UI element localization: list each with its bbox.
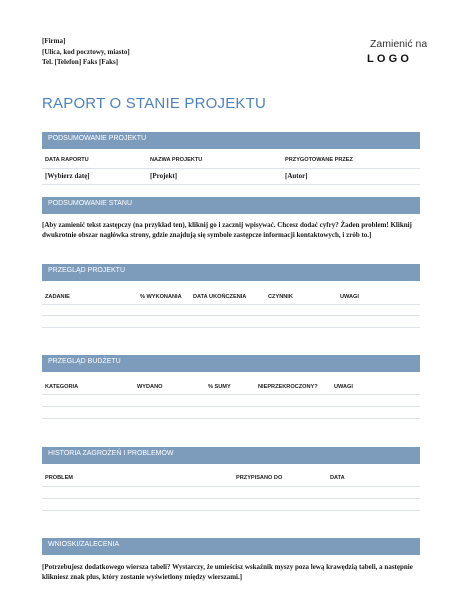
conclusions-text[interactable]: [Potrzebujesz dodatkowego wiersza tabeli? Wystarczy, że umieścisz wskaźnik myszy poza lewą krawędzią tabeli, a następnie klikniesz znak plus, który zostanie wyświetlony między wierszami.] bbox=[42, 563, 413, 581]
risk-history-header bbox=[42, 447, 420, 464]
budget-review-heading: PRZEGLĄD BUDŻETU bbox=[48, 358, 121, 365]
table-row[interactable] bbox=[42, 510, 420, 511]
budget-review-header bbox=[42, 355, 420, 372]
risk-history-heading: HISTORIA ZAGROŻEŃ I PROBLEMÓW bbox=[48, 450, 174, 457]
project-review-heading: PRZEGLĄD PROJEKTU bbox=[48, 267, 126, 274]
col-budget-notes: UWAGI bbox=[334, 384, 353, 390]
project-review-header bbox=[42, 264, 420, 281]
status-summary-heading: PODSUMOWANIE STANU bbox=[48, 200, 133, 207]
divider bbox=[42, 486, 420, 487]
project-summary-header bbox=[42, 132, 420, 149]
status-summary-header bbox=[42, 197, 420, 214]
col-problem: PROBLEM bbox=[45, 475, 73, 481]
col-category: KATEGORIA bbox=[45, 384, 79, 390]
report-date-value[interactable]: [Wybierz datę] bbox=[45, 172, 90, 180]
table-row[interactable] bbox=[42, 406, 420, 407]
project-summary-heading: PODSUMOWANIE PROJEKTU bbox=[48, 135, 147, 142]
company-name[interactable]: [Firma] bbox=[42, 37, 66, 45]
table-row[interactable] bbox=[42, 315, 420, 316]
table-row[interactable] bbox=[42, 498, 420, 499]
col-not-exceeded: NIEPRZEKROCZONY? bbox=[258, 384, 318, 390]
conclusions-heading: WNIOSKI/ZALECENIA bbox=[48, 541, 120, 548]
logo-placeholder[interactable]: LOGO bbox=[367, 53, 413, 65]
project-name-value[interactable]: [Projekt] bbox=[150, 172, 178, 180]
col-completion-date: DATA UKOŃCZENIA bbox=[193, 294, 247, 300]
col-date: DATA bbox=[330, 475, 345, 481]
divider bbox=[42, 168, 420, 169]
col-task: ZADANIE bbox=[45, 294, 70, 300]
col-project-name: NAZWA PROJEKTU bbox=[150, 157, 203, 163]
col-assigned-to: PRZYPISANO DO bbox=[236, 475, 283, 481]
logo-caption[interactable]: Zamienić na bbox=[370, 38, 428, 50]
table-row[interactable] bbox=[42, 418, 420, 419]
company-info bbox=[42, 36, 130, 68]
col-notes: UWAGI bbox=[340, 294, 359, 300]
col-prepared-by: PRZYGOTOWANE PRZEZ bbox=[285, 157, 353, 163]
col-percent-done: % WYKONANIA bbox=[140, 294, 182, 300]
divider bbox=[42, 184, 420, 185]
report-title[interactable]: RAPORT O STANIE PROJEKTU bbox=[42, 95, 267, 112]
col-spent: WYDANO bbox=[137, 384, 163, 390]
col-percent-total: % SUMY bbox=[208, 384, 231, 390]
status-summary-text[interactable]: [Aby zamienić tekst zastępczy (na przykład ten), kliknij go i zacznij wpisywać. Chcesz dodać cyfry? Żaden problem! Kliknij dwukrotnie obszar nagłówka strony, gdzie znajdują się symbole zastępcze informacji kontaktowych, i zrób to.] bbox=[42, 221, 412, 239]
table-row[interactable] bbox=[42, 327, 420, 328]
col-report-date: DATA RAPORTU bbox=[45, 157, 89, 163]
conclusions-header bbox=[42, 538, 420, 555]
author-value[interactable]: [Autor] bbox=[285, 172, 308, 180]
divider bbox=[42, 394, 420, 395]
divider bbox=[42, 304, 420, 305]
company-phone-fax[interactable]: Tel. [Telefon] Faks [Faks] bbox=[42, 58, 119, 66]
company-address[interactable]: [Ulica, kod pocztowy, miasto] bbox=[42, 47, 130, 56]
col-factor: CZYNNIK bbox=[268, 294, 293, 300]
